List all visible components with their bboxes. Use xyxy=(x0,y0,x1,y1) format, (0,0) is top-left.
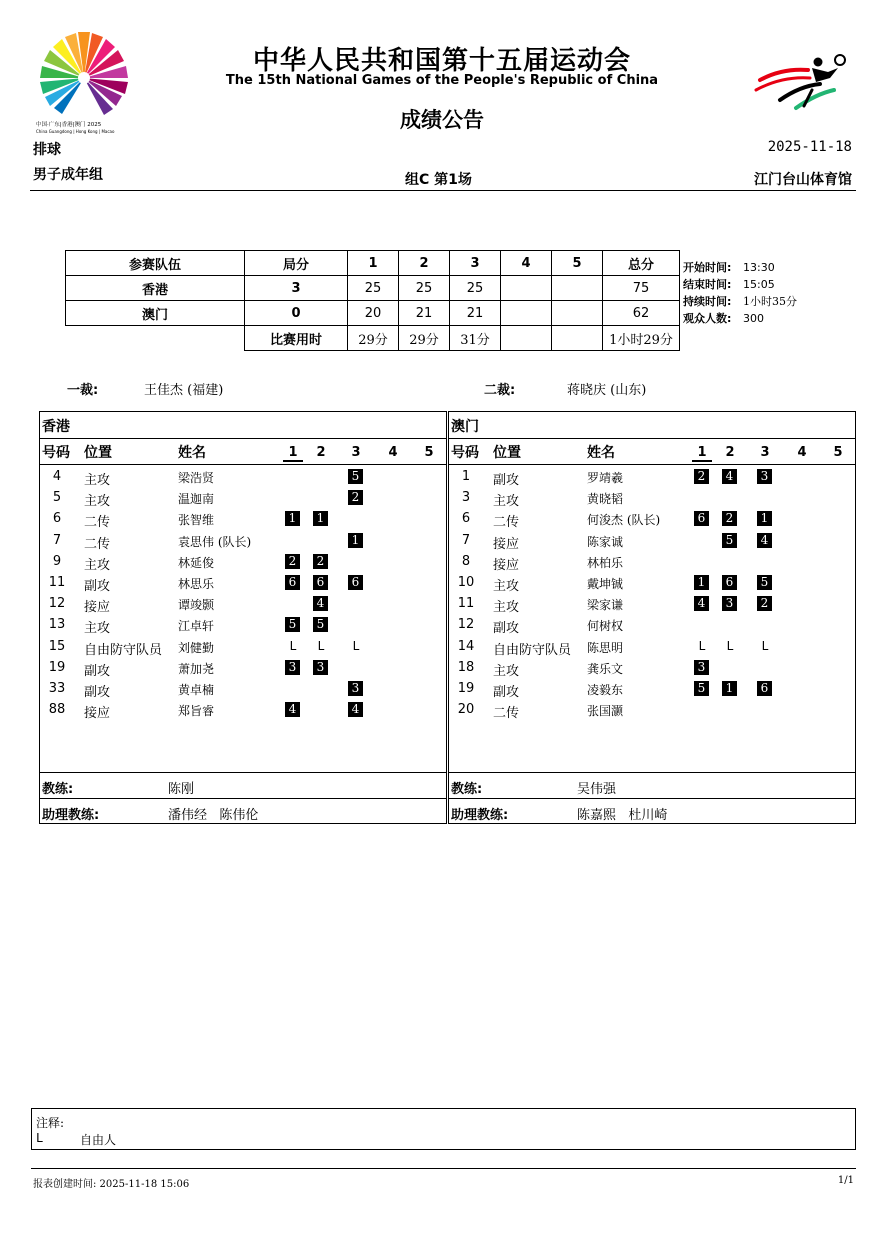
player-number: 20 xyxy=(457,702,475,718)
end-time-label: 结束时间: xyxy=(683,278,732,291)
player-position: 副攻 xyxy=(84,663,111,679)
player-row xyxy=(40,593,446,614)
player-number: 3 xyxy=(461,490,471,506)
notes-value: 自由人 xyxy=(80,1133,117,1147)
player-name: 凌毅东 xyxy=(587,682,624,697)
starting-position-badge: 4 xyxy=(313,596,328,611)
name-header: 姓名 xyxy=(587,445,615,461)
player-name: 戴坤铖 xyxy=(587,576,624,591)
player-number: 6 xyxy=(52,511,62,527)
player-number: 11 xyxy=(48,574,66,590)
starting-position-badge: 2 xyxy=(757,596,772,611)
sport-name: 排球 xyxy=(33,142,61,158)
starting-position-badge: 1 xyxy=(757,511,772,526)
starting-position-badge: 6 xyxy=(313,575,328,590)
starting-position-badge: 2 xyxy=(722,511,737,526)
player-name: 黄晓韬 xyxy=(587,492,624,507)
player-position: 接应 xyxy=(493,536,520,552)
player-number: 5 xyxy=(52,490,62,506)
set-duration: 29分 xyxy=(399,326,450,351)
player-number: 33 xyxy=(48,680,66,696)
player-name: 林思乐 xyxy=(178,576,215,591)
set-score: 25 xyxy=(450,276,501,301)
notes-key: L xyxy=(36,1131,44,1145)
set-duration xyxy=(501,326,552,351)
footer-divider xyxy=(31,1168,856,1169)
player-name: 郑旨睿 xyxy=(178,704,215,719)
set-score xyxy=(552,301,603,326)
player-row xyxy=(449,657,855,678)
set-3-header: 3 xyxy=(450,251,501,276)
starting-position-badge: 1 xyxy=(285,511,300,526)
report-title: 成绩公告 xyxy=(400,108,484,132)
score-header-row xyxy=(66,251,680,276)
player-position: 主攻 xyxy=(493,494,520,510)
divider xyxy=(40,798,446,799)
duration-row xyxy=(66,326,680,351)
starting-position-badge: 5 xyxy=(285,617,300,632)
starting-position-badge: 5 xyxy=(313,617,328,632)
set-4-header: 4 xyxy=(501,251,552,276)
set-score: 25 xyxy=(399,276,450,301)
event-name: 男子成年组 xyxy=(33,167,103,183)
player-position: 主攻 xyxy=(84,473,111,488)
match-duration: 1小时35分 xyxy=(743,295,797,308)
coach-name: 吴伟强 xyxy=(577,782,617,797)
player-position: 主攻 xyxy=(493,600,520,616)
team-header: 参赛队伍 xyxy=(66,251,245,276)
roster-team-name: 香港 xyxy=(42,419,70,435)
spectators-label: 观众人数: xyxy=(683,312,732,325)
player-position: 二传 xyxy=(493,515,520,531)
player-name: 温迦南 xyxy=(178,492,215,507)
starting-position-badge: 1 xyxy=(694,575,709,590)
set-header: 4 xyxy=(797,445,807,460)
starting-position-badge: 2 xyxy=(694,469,709,484)
player-name: 何树权 xyxy=(587,619,624,634)
set-header: 4 xyxy=(388,445,398,460)
set-5-header: 5 xyxy=(552,251,603,276)
set-2-header: 2 xyxy=(399,251,450,276)
divider xyxy=(40,438,446,439)
player-name: 谭竣颢 xyxy=(178,598,215,613)
player-number: 15 xyxy=(48,638,66,654)
duration-label: 持续时间: xyxy=(683,295,732,308)
set-header: 3 xyxy=(760,445,770,460)
player-row xyxy=(40,487,446,508)
group-match: 组C 第1场 xyxy=(405,172,472,188)
number-header: 号码 xyxy=(42,445,70,461)
player-position: 接应 xyxy=(84,600,111,616)
player-number: 19 xyxy=(48,659,66,675)
roster-panel xyxy=(39,411,447,824)
starting-position-badge: 1 xyxy=(722,681,737,696)
starting-position-badge: 2 xyxy=(348,490,363,505)
total-duration: 1小时29分 xyxy=(603,326,680,351)
player-name: 陈家诚 xyxy=(587,534,624,549)
player-position: 主攻 xyxy=(84,494,111,510)
player-name: 袁思伟 (队长) xyxy=(178,534,252,549)
position-header: 位置 xyxy=(493,445,521,461)
assistant-coach-names: 潘伟经 陈伟伦 xyxy=(168,808,259,823)
score-row xyxy=(66,276,680,301)
player-row xyxy=(40,614,446,635)
player-row xyxy=(40,466,446,487)
player-row xyxy=(449,466,855,487)
end-time: 15:05 xyxy=(743,278,775,291)
page-number: 1/1 xyxy=(837,1175,854,1186)
player-name: 梁家谦 xyxy=(587,598,624,613)
libero-marker: L xyxy=(317,638,325,653)
divider xyxy=(449,438,855,439)
player-row xyxy=(449,487,855,508)
player-position: 接应 xyxy=(493,557,520,573)
player-name: 张智维 xyxy=(178,513,215,528)
starting-position-badge: 6 xyxy=(285,575,300,590)
match-info xyxy=(683,259,797,327)
player-list xyxy=(40,466,446,720)
player-row xyxy=(449,614,855,635)
set-header: 2 xyxy=(316,445,326,460)
player-position: 副攻 xyxy=(84,578,111,594)
starting-position-badge: 4 xyxy=(285,702,300,717)
starting-position-badge: 4 xyxy=(757,533,772,548)
starting-position-badge: 3 xyxy=(722,596,737,611)
coach-label: 教练: xyxy=(451,782,483,797)
team-name: 香港 xyxy=(66,276,245,301)
libero-marker: L xyxy=(289,638,297,653)
coach-label: 教练: xyxy=(42,782,74,797)
player-row xyxy=(40,678,446,699)
set-score: 21 xyxy=(450,301,501,326)
set-header: 1 xyxy=(283,445,303,462)
roster-panel xyxy=(448,411,856,824)
libero-marker: L xyxy=(726,638,734,653)
player-row xyxy=(449,699,855,720)
name-header: 姓名 xyxy=(178,445,206,461)
player-position: 副攻 xyxy=(493,473,520,488)
set-score: 25 xyxy=(348,276,399,301)
player-row xyxy=(40,551,446,572)
starting-position-badge: 6 xyxy=(694,511,709,526)
player-number: 7 xyxy=(52,532,62,548)
venue-name: 江门台山体育馆 xyxy=(754,172,852,188)
libero-marker: L xyxy=(761,638,769,653)
coach-name: 陈刚 xyxy=(168,782,195,797)
player-position: 主攻 xyxy=(84,621,111,637)
number-header: 号码 xyxy=(451,445,479,461)
second-referee: 蒋晓庆 (山东) xyxy=(567,383,647,398)
player-number: 12 xyxy=(457,617,475,633)
player-row xyxy=(40,636,446,657)
player-name: 罗靖羲 xyxy=(587,471,624,485)
report-created-time: 报表创建时间: 2025-11-18 15:06 xyxy=(33,1179,190,1190)
divider xyxy=(40,772,446,773)
player-number: 10 xyxy=(457,574,475,590)
player-number: 9 xyxy=(52,553,62,569)
player-number: 19 xyxy=(457,680,475,696)
start-time-label: 开始时间: xyxy=(683,261,732,274)
starting-position-badge: 5 xyxy=(722,533,737,548)
player-number: 1 xyxy=(461,469,471,484)
games-title-en: The 15th National Games of the People's Republic of China xyxy=(225,73,659,88)
player-name: 何浚杰 (队长) xyxy=(587,513,661,528)
libero-marker: L xyxy=(352,638,360,653)
starting-position-badge: 3 xyxy=(694,660,709,675)
total-score: 62 xyxy=(603,301,680,326)
player-number: 11 xyxy=(457,596,475,612)
assistant-coach-label: 助理教练: xyxy=(42,808,100,823)
divider xyxy=(40,464,446,465)
player-row xyxy=(449,678,855,699)
total-header: 总分 xyxy=(603,251,680,276)
player-row xyxy=(40,530,446,551)
player-position: 二传 xyxy=(84,515,111,531)
roster-team-name: 澳门 xyxy=(451,419,479,435)
score-row xyxy=(66,301,680,326)
starting-position-badge: 2 xyxy=(313,554,328,569)
set-score: 20 xyxy=(348,301,399,326)
player-row xyxy=(449,636,855,657)
starting-position-badge: 6 xyxy=(722,575,737,590)
player-number: 6 xyxy=(461,511,471,527)
player-list xyxy=(449,466,855,720)
score-table xyxy=(65,250,680,351)
player-row xyxy=(449,508,855,529)
empty-cell xyxy=(66,326,245,351)
player-position: 接应 xyxy=(84,706,111,722)
games-title-cn: 中华人民共和国第十五届运动会 xyxy=(252,46,631,76)
player-number: 13 xyxy=(48,617,66,633)
player-name: 江卓轩 xyxy=(178,619,215,634)
player-position: 副攻 xyxy=(84,684,111,700)
total-score: 75 xyxy=(603,276,680,301)
player-row xyxy=(449,551,855,572)
divider xyxy=(449,464,855,465)
volleyball-pictogram-icon xyxy=(752,50,852,112)
position-header: 位置 xyxy=(84,445,112,461)
set-score xyxy=(501,276,552,301)
set-header: 5 xyxy=(424,445,434,460)
player-row xyxy=(449,530,855,551)
player-row xyxy=(40,699,446,720)
starting-position-badge: 5 xyxy=(348,469,363,484)
starting-position-badge: 3 xyxy=(313,660,328,675)
player-name: 刘健勤 xyxy=(178,640,215,655)
logo-caption: 中国·广东|香港|澳门 2025 xyxy=(36,122,102,128)
set-score xyxy=(552,276,603,301)
player-number: 12 xyxy=(48,596,66,612)
starting-position-badge: 1 xyxy=(348,533,363,548)
start-time: 13:30 xyxy=(743,261,775,274)
report-date: 2025-11-18 xyxy=(767,139,852,155)
first-referee-label: 一裁: xyxy=(67,383,99,398)
starting-position-badge: 6 xyxy=(348,575,363,590)
starting-position-badge: 2 xyxy=(285,554,300,569)
set-score xyxy=(501,301,552,326)
set-header: 5 xyxy=(833,445,843,460)
second-referee-label: 二裁: xyxy=(484,383,516,398)
set-header: 2 xyxy=(725,445,735,460)
first-referee: 王佳杰 (福建) xyxy=(144,383,224,398)
player-number: 14 xyxy=(457,638,475,654)
header-divider xyxy=(30,190,856,191)
sets-won-header: 局分 xyxy=(245,251,348,276)
team-name: 澳门 xyxy=(66,301,245,326)
player-row xyxy=(40,657,446,678)
duration-label: 比赛用时 xyxy=(245,326,348,351)
player-name: 张国灏 xyxy=(587,704,624,719)
player-row xyxy=(40,508,446,529)
divider xyxy=(449,798,855,799)
starting-position-badge: 4 xyxy=(348,702,363,717)
spectators: 300 xyxy=(743,312,764,325)
set-duration: 29分 xyxy=(348,326,399,351)
player-position: 副攻 xyxy=(493,684,520,700)
set-header: 3 xyxy=(351,445,361,460)
notes-label: 注释: xyxy=(36,1116,65,1130)
starting-position-badge: 5 xyxy=(757,575,772,590)
starting-position-badge: 4 xyxy=(694,596,709,611)
divider xyxy=(449,772,855,773)
player-name: 林柏乐 xyxy=(587,555,624,570)
player-name: 林延俊 xyxy=(178,555,215,570)
player-position: 主攻 xyxy=(84,557,111,573)
player-number: 8 xyxy=(461,553,471,569)
player-number: 7 xyxy=(461,532,471,548)
starting-position-badge: 5 xyxy=(694,681,709,696)
set-score: 21 xyxy=(399,301,450,326)
player-position: 自由防守队员 xyxy=(84,642,163,658)
player-position: 副攻 xyxy=(493,621,520,637)
starting-position-badge: 3 xyxy=(348,681,363,696)
player-position: 二传 xyxy=(493,706,520,722)
set-header: 1 xyxy=(692,445,712,462)
player-position: 主攻 xyxy=(493,663,520,679)
set-duration xyxy=(552,326,603,351)
player-name: 龚乐文 xyxy=(587,661,624,676)
player-name: 黄卓楠 xyxy=(178,682,215,697)
player-name: 梁浩贤 xyxy=(178,471,215,485)
starting-position-badge: 4 xyxy=(722,469,737,484)
sets-won: 3 xyxy=(245,276,348,301)
set-duration: 31分 xyxy=(450,326,501,351)
starting-position-badge: 3 xyxy=(757,469,772,484)
player-row xyxy=(449,572,855,593)
player-name: 陈思明 xyxy=(587,640,624,655)
starting-position-badge: 6 xyxy=(757,681,772,696)
sets-won: 0 xyxy=(245,301,348,326)
libero-marker: L xyxy=(698,638,706,653)
assistant-coach-names: 陈嘉熙 杜川崎 xyxy=(577,808,668,823)
notes-box xyxy=(31,1108,856,1150)
starting-position-badge: 3 xyxy=(285,660,300,675)
logo-caption-en: China Guangdong | Hong Kong | Macao xyxy=(36,129,115,134)
player-row xyxy=(40,572,446,593)
player-position: 自由防守队员 xyxy=(493,642,572,658)
player-position: 二传 xyxy=(84,536,111,552)
player-number: 4 xyxy=(52,469,62,484)
player-position: 主攻 xyxy=(493,578,520,594)
player-name: 萧加尧 xyxy=(178,661,215,676)
set-1-header: 1 xyxy=(348,251,399,276)
assistant-coach-label: 助理教练: xyxy=(451,808,509,823)
starting-position-badge: 1 xyxy=(313,511,328,526)
player-number: 18 xyxy=(457,659,475,675)
player-number: 88 xyxy=(48,702,66,718)
player-row xyxy=(449,593,855,614)
